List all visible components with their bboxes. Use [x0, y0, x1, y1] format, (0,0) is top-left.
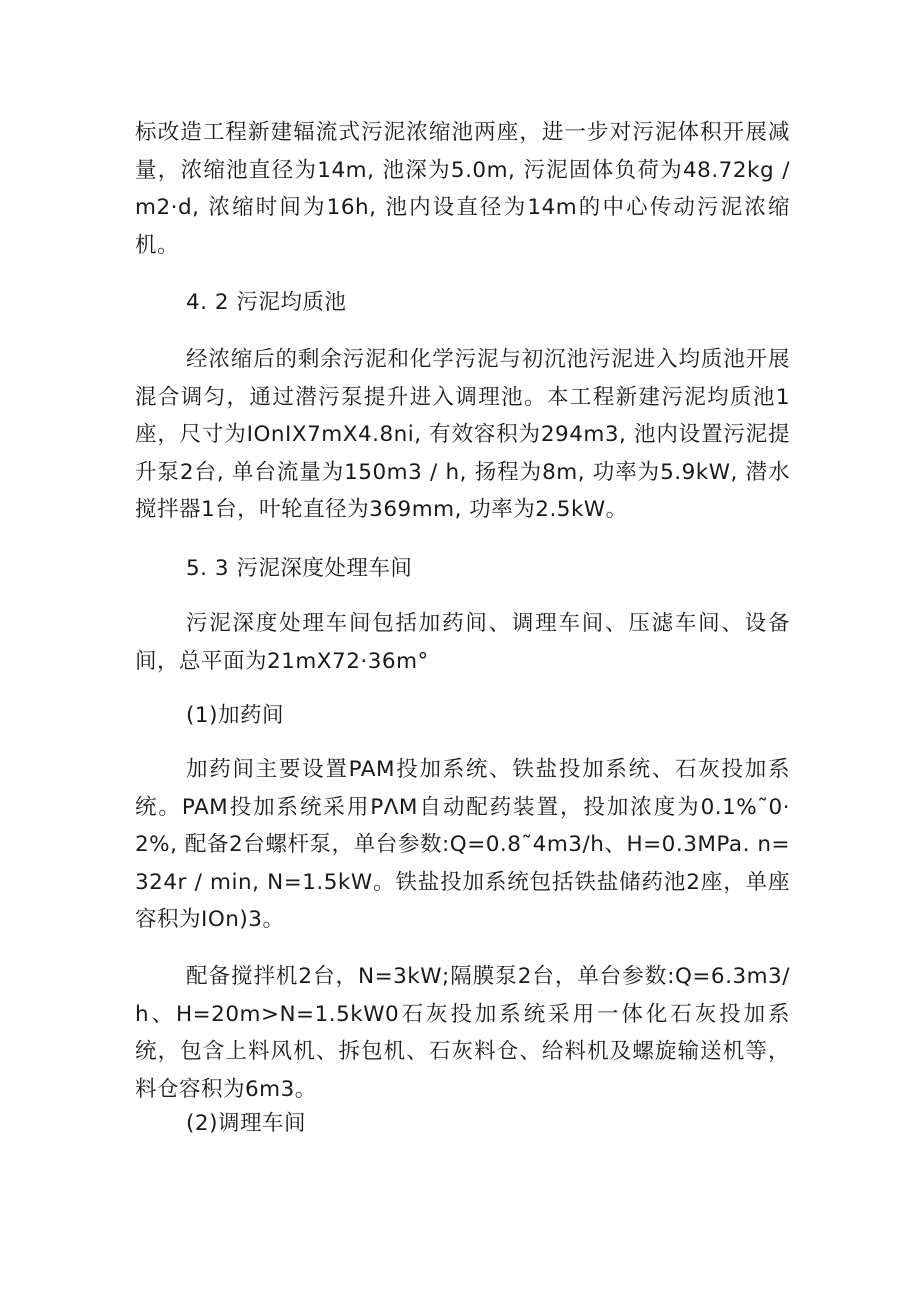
section-heading-sludge-homogenization-tank: 4. 2 污泥均质池 — [186, 290, 347, 315]
paragraph-thickener: 标改造工程新建辐流式污泥浓缩池两座，进一步对污泥体积开展减量，浓缩池直径为14m, 池深为5.0m, 污泥固体负荷为48.72kg / m2·d, 浓缩时间为16h, 池内设直径为14m的中心传动污泥浓缩机。 — [135, 120, 790, 258]
paragraph-workshop-overview: 污泥深度处理车间包括加药间、调理车间、压滤车间、设备间，总平面为21mX72·36m° — [135, 611, 790, 674]
section-heading-deep-treatment-workshop: 5. 3 污泥深度处理车间 — [186, 556, 413, 581]
paragraph-dosing-equipment: 配备搅拌机2台，N=3kW;隔膜泵2台，单台参数:Q=6.3m3/h、H=20m>N=1.5kW0石灰投加系统采用一体化石灰投加系统，包含上料风机、拆包机、石灰料仓、给料机及螺旋输送机等，料仓容积为6m3。 — [135, 964, 790, 1102]
subheading-dosing-room: (1)加药间 — [186, 703, 284, 728]
paragraph-dosing-room: 加药间主要设置PAM投加系统、铁盐投加系统、石灰投加系统。PAM投加系统采用PΛM自动配药装置，投加浓度为0.1%˜0·2%, 配备2台螺杆泵，单台参数:Q=0.8˜4m3/h、H=0.3MPa. n=324r / min, N=1.5kW。铁盐投加系统包括铁盐储药池2座，单座容积为IOn)3。 — [135, 757, 790, 932]
subheading-conditioning-workshop: (2)调理车间 — [186, 1111, 306, 1136]
paragraph-homogenization-tank: 经浓缩后的剩余污泥和化学污泥与初沉池污泥进入均质池开展混合调匀，通过潜污泵提升进入调理池。本工程新建污泥均质池1座，尺寸为IOnIX7mX4.8ni, 有效容积为294m3, 池内设置污泥提升泵2台, 单台流量为150m3 / h, 扬程为8m, 功率为5.9kW, 潜水搅拌器1台，叶轮直径为369mm, 功率为2.5kW。 — [135, 347, 790, 522]
